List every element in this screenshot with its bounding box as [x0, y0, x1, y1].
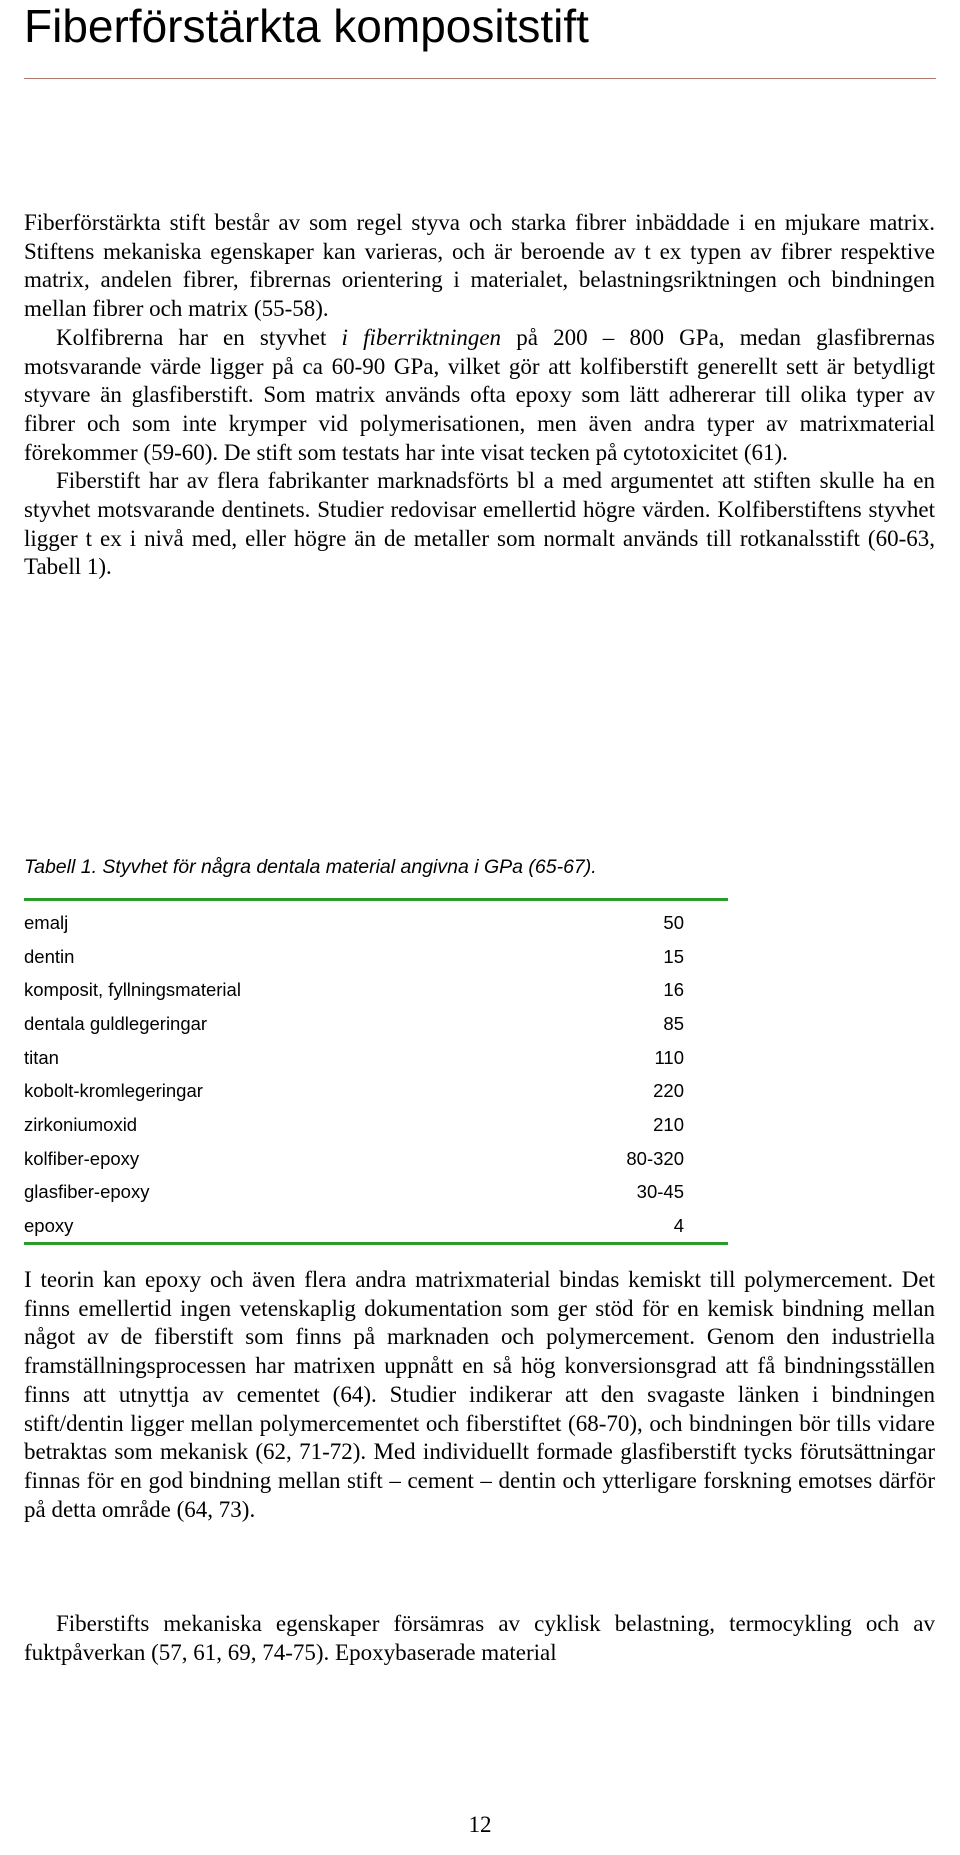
paragraph-2: [24, 324, 935, 468]
material-cell: kolfiber-epoxy: [24, 1147, 140, 1169]
paragraph-3: [24, 467, 935, 582]
material-cell: dentala guldlegeringar: [24, 1012, 208, 1034]
value-cell: 15: [663, 945, 684, 967]
paragraph-4: I teorin kan epoxy och även flera andra matrixmaterial bindas kemiskt till polymercement. Det finns emellertid ingen vetenskaplig dokumentation som ger stöd för en kemisk bindning mellan något av de fiberstift som finns på marknaden och polymercement. Genom den industriella framställningsprocessen har matrixen uppnått en så hög konversionsgrad att få bindningsställen finns att utnyttja av cementet (64). Studier indikerar att den svagaste länken i bindningen stift/dentin ligger mellan polymercementet och fiberstiftet (68-70), och bindningen bör tills vidare betraktas som mekanisk (62, 71-72). Med individuellt formade glasfiberstift tycks förutsättningar finnas för en god bindning mellan stift – cement – dentin och ytterligare forskning emotses därför på detta område (64, 73).: [24, 1267, 935, 1522]
material-cell: zirkoniumoxid: [24, 1113, 138, 1135]
paragraph-5: [24, 1610, 935, 1667]
title-rule: [24, 78, 936, 79]
paragraph-1: Fiberförstärkta stift består av som regel styva och starka fibrer inbäddade i en mjukare matrix. Stiftens mekaniska egenskaper kan varieras, och är beroende av t ex typen av fibrer respektive matrix, andelen fibrer, fibrernas orientering i materialet, belastningsriktningen och bindningen mellan fibrer och matrix (55-58).: [24, 210, 935, 322]
paragraph-3-text: Fiberstift har av flera fabrikanter marknadsförts bl a med argumentet att stiften skulle ha en styvhet motsvarande dentinets. Studier redovisar emellertid högre värden. Kolfiberstiftens styvhet ligger t ex i nivå med, eller högre än de metaller som normalt används till rotkanalsstift (60-63, Tabell 1).: [24, 468, 935, 580]
material-cell: glasfiber-epoxy: [24, 1181, 150, 1203]
page-number: 12: [468, 1812, 492, 1837]
table-row: [24, 1108, 684, 1142]
value-cell: 220: [653, 1080, 684, 1102]
material-cell: titan: [24, 1046, 59, 1068]
table-bottom-rule: [24, 1242, 728, 1245]
table-row: [24, 973, 684, 1007]
page-title: Fiberförstärkta kompositstift: [24, 0, 589, 52]
table-caption: Tabell 1. Styvhet för några dentala material angivna i GPa (65-67).: [24, 856, 597, 878]
value-cell: 50: [663, 911, 684, 933]
material-cell: emalj: [24, 911, 69, 933]
table-row: [24, 1176, 684, 1210]
table-row: [24, 940, 684, 974]
paragraph-5-text: Fiberstifts mekaniska egenskaper försämras av cyklisk belastning, termocykling och av fuktpåverkan (57, 61, 69, 74-75). Epoxybaserade material: [24, 1611, 935, 1665]
value-cell: 110: [654, 1046, 684, 1068]
stiffness-table: [24, 906, 684, 1243]
paragraph-2-emphasis: i fiberriktningen: [341, 324, 502, 350]
value-cell: 30-45: [636, 1181, 684, 1203]
table-row: [24, 1041, 684, 1075]
table-row: [24, 1074, 684, 1108]
table-row: [24, 1142, 684, 1176]
body-text-top: [24, 209, 935, 582]
material-cell: epoxy: [24, 1215, 74, 1237]
value-cell: 210: [653, 1113, 684, 1135]
value-cell: 80-320: [626, 1147, 684, 1169]
value-cell: 85: [663, 1012, 684, 1034]
value-cell: 4: [673, 1215, 684, 1237]
material-cell: kobolt-kromlegeringar: [24, 1080, 203, 1102]
value-cell: 16: [663, 979, 684, 1001]
paragraph-2-end: på 200 – 800 GPa, medan glasfibrernas motsvarande värde ligger på ca 60-90 GPa, vilket gör att kolfiberstift generellt sett är betydligt styvare än glasfiberstift. Som matrix används ofta epoxy som lätt adhererar till olika typer av fibrer och som inte krymper vid polymerisationen, men även andra typer av matrixmaterial förekommer (59-60). De stift som testats har inte visat tecken på cytotoxicitet (61).: [24, 324, 935, 465]
material-cell: komposit, fyllningsmaterial: [24, 979, 241, 1001]
material-cell: dentin: [24, 945, 75, 967]
table-row: [24, 1007, 684, 1041]
table-top-rule: [24, 898, 728, 901]
paragraph-2-start: Kolfibrerna har en styvhet: [56, 324, 342, 350]
table-row: [24, 1209, 684, 1243]
table-row: [24, 906, 684, 940]
